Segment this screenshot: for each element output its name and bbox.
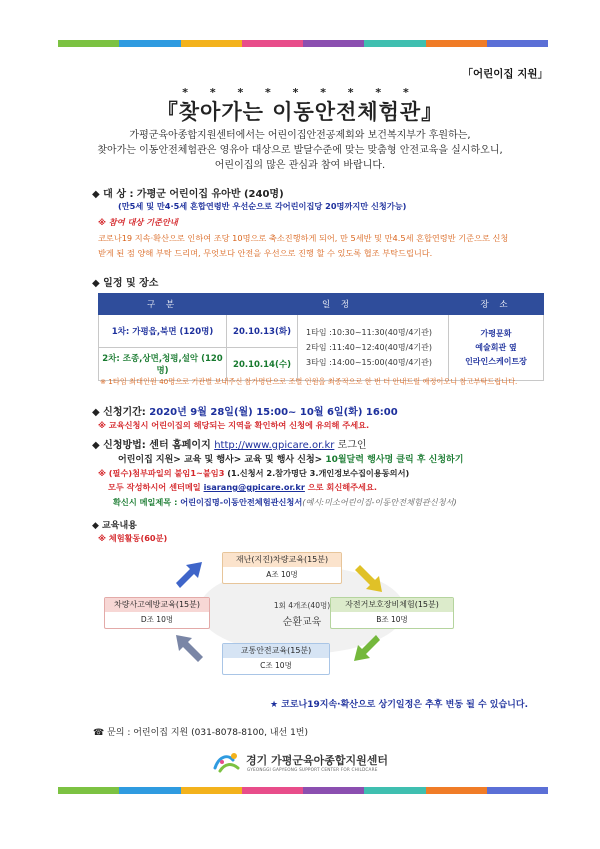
mailtitle-a: 확신시 메일제목 : [113,497,181,507]
node-d [104,597,210,629]
row2-date: 20.10.14(수) [227,348,298,381]
mailtitle-b: 어린이집명-이동안전체험관신청서 [180,497,303,507]
header-venue: 장 소 [449,294,544,315]
period-value: 2020년 9월 28일(월) 15:00~ 10월 6일(화) 16:00 [149,407,398,418]
center-line-1: 1회 4개조(40명) [273,601,331,610]
period-label: ◆ 신청기간: [92,407,150,418]
node-c-group: C조 10명 [260,661,292,670]
node-b [330,597,454,629]
education-sub: ※ 체험활동(60분) [98,533,168,543]
row2-group: 2차: 조종,상면,청평,설악 (120명) [99,348,227,381]
row1-date: 20.10.13(화) [227,315,298,348]
category-tag: 「어린이집 지원」 [462,68,548,80]
notice-line-2: 받게 된 점 양해 부탁 드리며, 무엇보다 안전을 우선으로 진행 할 수 있도록 협조 부탁드립니다. [98,248,433,258]
email-c: 으로 회신해주세요. [304,482,377,492]
node-a [222,552,342,584]
header-schedule: 일 정 [227,294,449,315]
node-a-group: A조 10명 [266,570,298,579]
title-stars: * * * * * * * * * [182,86,418,99]
notice-line-1: 코로나19 지속·확산으로 인하여 조당 10명으로 축소진행하게 되어, 만 5세반 및 만4.5세 혼합연령반 기준으로 신청 [98,233,509,243]
node-d-title: 차량사고예방교육(15분) [105,598,209,612]
venue-line-1: 가평문화 [480,328,512,338]
node-b-title: 자전거보호장비체험(15분) [331,598,453,612]
schedule-note: ※ 1타임 최대인원 40명으로 기관별 보내주신 참가명단으로 조별 인원을 최종적으로 한 번 더 안내드릴 예정이오니 참고부탁드립니다. [100,377,518,386]
method-login: 로그인 [334,440,367,451]
path-b: 10월달력 행사명 클릭 후 신청하기 [325,455,464,465]
target-sub: (만5세 및 만4·5세 혼합연령반 우선순으로 각어린이집당 20명까지만 신청가능) [118,201,407,211]
node-a-title: 재난(지진)차량교육(15분) [223,553,341,567]
venue-line-2: 예술회관 옆 [475,342,517,352]
arrow-top-left-icon [176,562,202,588]
period-note: ※ 교육신청시 어린이집의 해당되는 지역을 확인하여 신청에 유의해 주세요. [98,420,370,430]
mailtitle-c: (예시:미소어린이집-이동안전체험관신청서) [302,497,457,507]
node-d-group: D조 10명 [140,615,174,624]
node-c [222,643,330,675]
education-section: ◆ 교육내용 [92,521,137,531]
attach-a: ※ (필수)첨부파일의 붙임1~붙임3 [98,468,228,478]
node-b-group: B조 10명 [376,615,408,624]
intro-line-2: 찾아가는 이동안전체험관은 영유아 대상으로 발달수준에 맞는 맞춤형 안전교육을 실시하오니, [97,145,503,156]
path-a: 어린이집 지원> 교육 및 행사> 교육 및 행사 신청> [118,455,326,465]
target-label: ◆ 대 상 : 가평군 어린이집 유아반 (240명) [92,189,284,200]
intro-line-3: 어린이집의 많은 관심과 참여 바랍니다. [214,160,386,171]
center-logo-icon [212,750,242,776]
row1-group: 1차: 가평읍,북면 (120명) [99,315,227,348]
contact-info: ☎ 문의 : 어린이집 지원 (031-8078-8100, 내선 1번) [93,728,308,738]
footer-org-en: GYEONGGI GAPYEONG SUPPORT CENTER FOR CHILDCARE [247,767,378,772]
method-label: ◆ 신청방법: 센터 홈페이지 [92,440,215,451]
time-slot-1: 1타임 :10:30~11:30(40명/4기관) [306,328,432,337]
header-group: 구 분 [99,294,227,315]
email-a: 모두 작성하시어 센터메일 [108,482,204,492]
page-title: 『찾아가는 이동안전체험관』 [156,100,444,124]
footer-org-kr: 경기 가평군육아종합지원센터 [246,754,388,767]
email-link[interactable]: isarang@gpicare.or.kr [203,482,305,492]
notice-title: ※ 참여 대상 기준안내 [98,217,178,227]
time-slot-3: 3타임 :14:00~15:00(40명/4기관) [306,358,432,367]
venue-line-3: 인라인스케이트장 [465,356,527,366]
center-line-2: 순환교육 [282,617,322,628]
node-c-title: 교통안전교육(15분) [223,644,329,658]
time-slot-2: 2타임 :11:40~12:40(40명/4기관) [306,343,432,352]
arrow-bottom-left-icon [176,635,203,662]
homepage-link[interactable]: http://www.gpicare.or.kr [214,440,335,451]
bottom-color-bar [58,787,548,794]
schedule-section: ◆ 일정 및 장소 [92,278,159,289]
attach-b: (1.신청서 2.참가명단 3.개인정보수집이용동의서) [227,468,410,478]
intro-line-1: 가평군육아종합지원센터에서는 어린이집안전공제회와 보건복지부가 후원하는, [129,130,471,141]
covid-note: ★ 코로나19지속·확산으로 상기일정은 추후 변동 될 수 있습니다. [269,700,528,710]
